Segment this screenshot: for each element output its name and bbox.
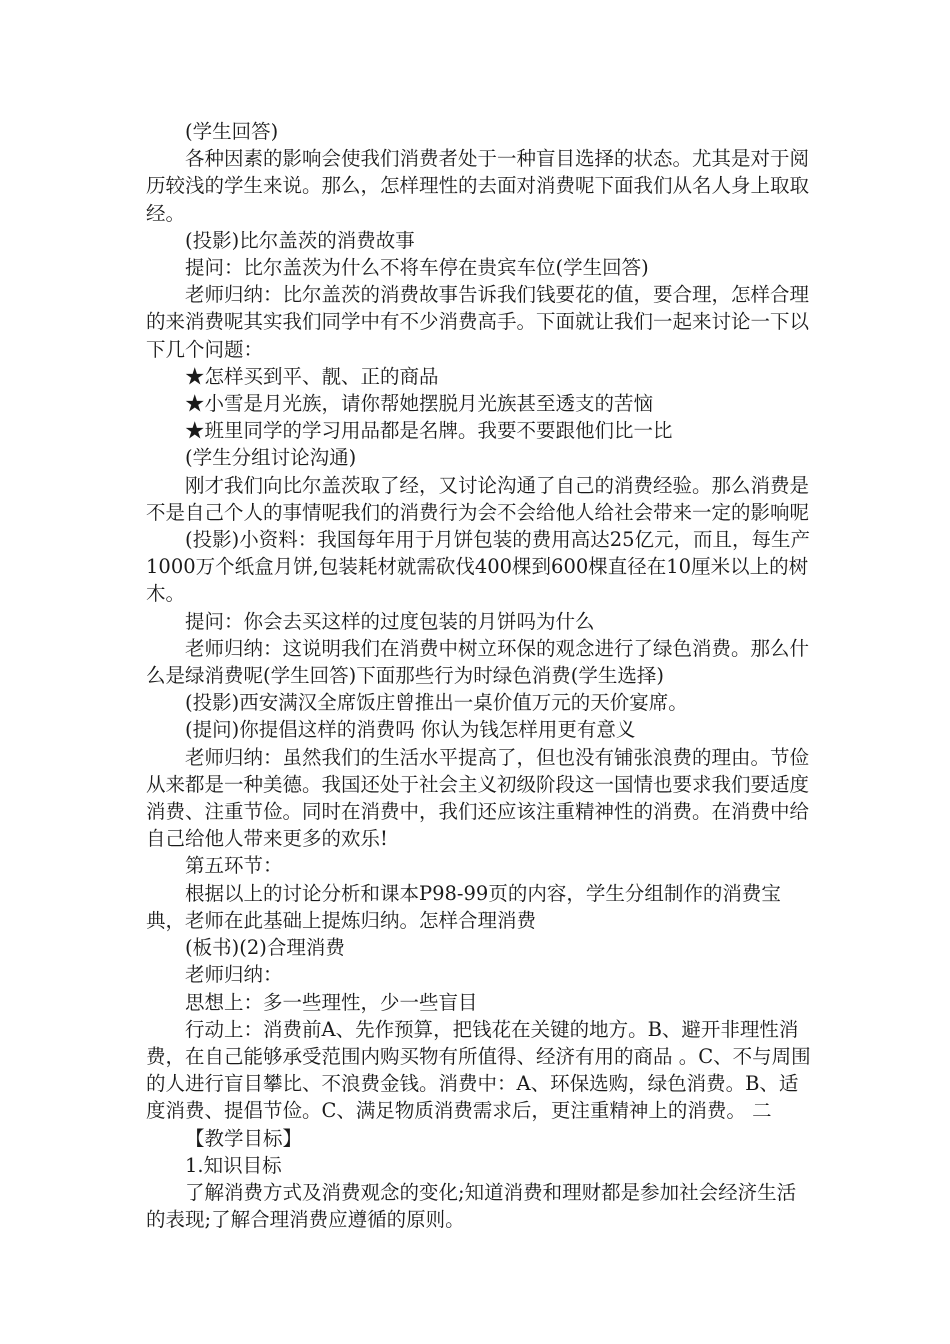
paragraph: (提问)你提倡这样的消费吗 你认为钱怎样用更有意义 — [185, 718, 636, 742]
paragraph: 了解消费方式及消费观念的变化;知道消费和理财都是参加社会经济生活的表现;了解合理消费应遵循的原则。 — [146, 1180, 797, 1232]
paragraph: 老师归纳：比尔盖茨的消费故事告诉我们钱要花的值，要合理，怎样合理的来消费呢其实我们同学中有不少消费高手。下面就让我们一起来讨论一下以下几个问题： — [146, 283, 810, 361]
bullet-item: ★班里同学的学习用品都是名牌。我要不要跟他们比一比 — [185, 419, 673, 443]
paragraph: 刚才我们向比尔盖茨取了经，又讨论沟通了自己的消费经验。那么消费是不是自己个人的事情呢我们的消费行为会不会给他人给社会带来一定的影响呢 — [146, 473, 810, 524]
bullet-item: ★怎样买到平、靓、正的商品 — [185, 364, 439, 388]
section-heading: 【教学目标】 — [185, 1126, 303, 1150]
paragraph: (板书)(2)合理消费 — [185, 936, 345, 960]
bullet-item: ★小雪是月光族，请你帮她摆脱月光族甚至透支的苦恼 — [185, 392, 654, 416]
paragraph: (投影)比尔盖茨的消费故事 — [185, 228, 415, 252]
paragraph: 老师归纳： — [185, 963, 283, 987]
paragraph: 提问：你会去买这样的过度包装的月饼吗为什么 — [185, 609, 595, 633]
paragraph: 老师归纳：这说明我们在消费中树立环保的观念进行了绿色消费。那么什么是绿消费呢(学生回答)下面那些行为时绿色消费(学生选择) — [146, 636, 810, 688]
paragraph: 行动上：消费前A、先作预算，把钱花在关键的地方。B、避开非理性消费，在自己能够承受范围内购买物有所值得、经济有用的商品 。C、不与周围的人进行盲目攀比、不浪费金钱。消费中：A、环保选购，绿色消费。B、适度消费、提倡节俭。C、满足物质消费需求后，更注重精神上的消费。 二 — [146, 1017, 811, 1123]
paragraph: (学生回答) — [185, 120, 279, 143]
paragraph: 提问：比尔盖茨为什么不将车停在贵宾车位(学生回答) — [185, 256, 649, 280]
paragraph: (投影)小资料：我国每年用于月饼包装的费用高达25亿元，而且，每生产1000万个纸盒月饼,包装耗材就需砍伐400棵到600棵直径在10厘米以上的树木。 — [146, 528, 811, 606]
paragraph: 老师归纳：虽然我们的生活水平提高了，但也没有铺张浪费的理由。节俭从来都是一种美德。我国还处于社会主义初级阶段这一国情也要求我们要适度消费、注重节俭。同时在消费中，我们还应该注重精神性的消费。在消费中给自己给他人带来更多的欢乐! — [146, 745, 810, 851]
paragraph: 根据以上的讨论分析和课本P98-99页的内容，学生分组制作的消费宝典，老师在此基础上提炼归纳。怎样合理消费 — [146, 881, 781, 932]
paragraph: 思想上：多一些理性，少一些盲目 — [185, 990, 478, 1014]
paragraph: 各种因素的影响会使我们消费者处于一种盲目选择的状态。尤其是对于阅历较浅的学生来说。那么，怎样理性的去面对消费呢下面我们从名人身上取取经。 — [146, 147, 810, 225]
paragraph: (投影)西安满汉全席饭庄曾推出一桌价值万元的天价宴席。 — [185, 691, 688, 715]
paragraph: (学生分组讨论沟通) — [185, 446, 357, 470]
document-body — [146, 118, 814, 1233]
section-heading: 第五环节： — [185, 854, 283, 878]
subsection-heading: 1.知识目标 — [185, 1153, 282, 1177]
